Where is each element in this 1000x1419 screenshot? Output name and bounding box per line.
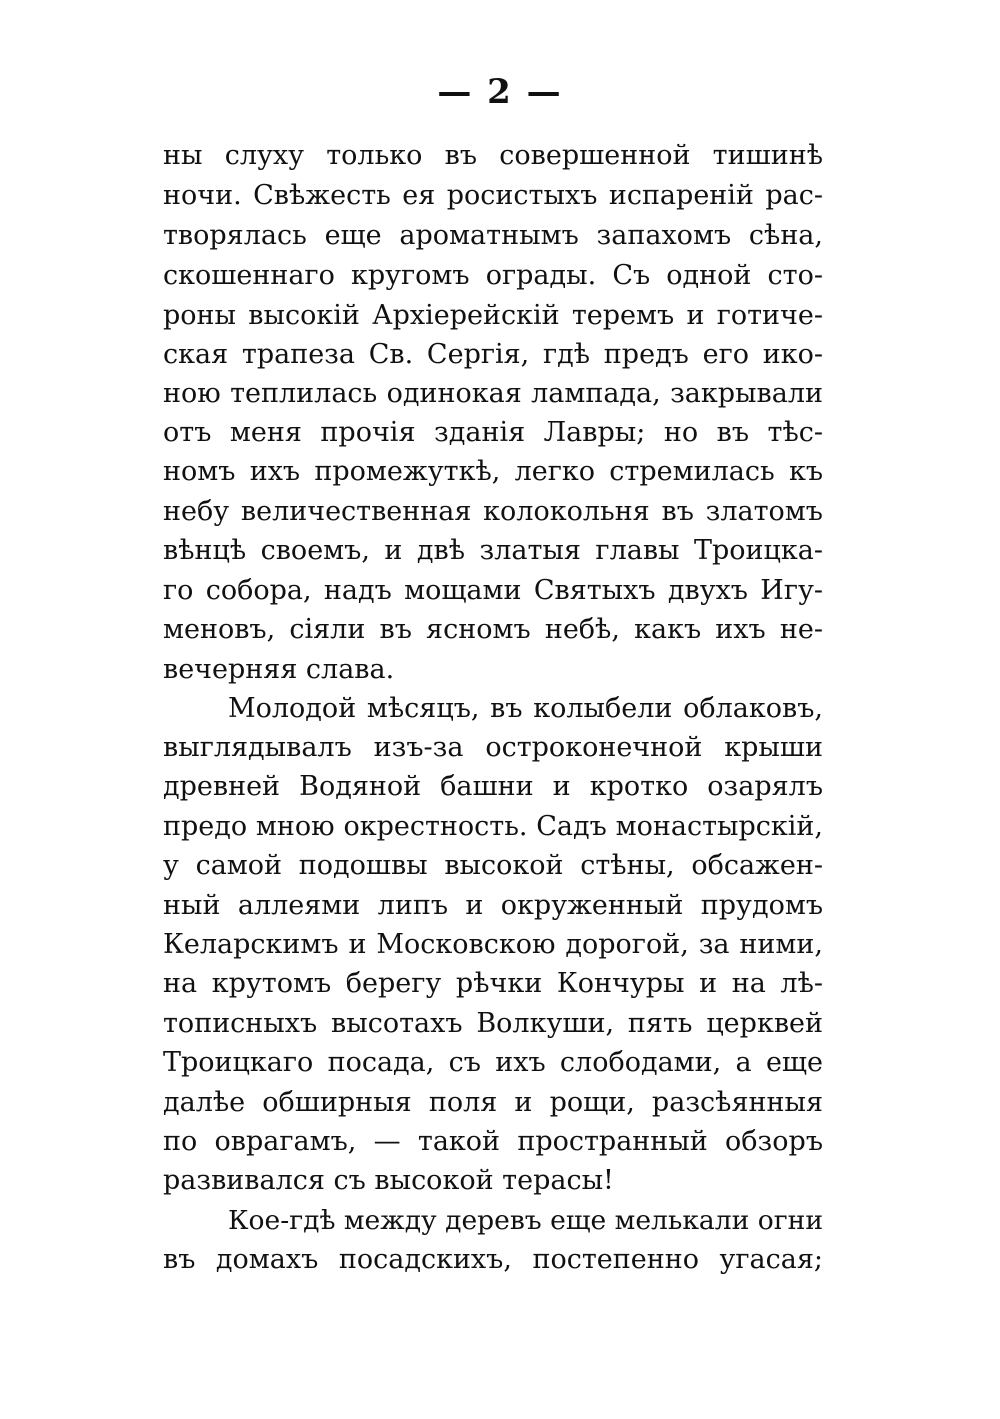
text-line: древней Водяной башни и кротко озарялъ — [163, 771, 823, 802]
text-line: предо мною окрестность. Садъ монастырскій, — [163, 811, 823, 842]
text-line: скошеннаго кругомъ ограды. Съ одной сто- — [163, 260, 823, 291]
text-line: роны высокій Архіерейскій теремъ и готиче- — [163, 300, 823, 331]
text-line: го собора, надъ мощами Святыхъ двухъ Игу- — [163, 575, 823, 606]
text-line: отъ меня прочія зданія Лавры; но въ тѣс- — [163, 417, 823, 448]
text-line: ночи. Свѣжесть ея росистыхъ испареній рас- — [163, 180, 823, 211]
paragraph-first-line: Кое-гдѣ между деревъ еще мелькали огни — [228, 1205, 824, 1236]
text-line: ская трапеза Св. Сергія, гдѣ предъ его ико- — [163, 339, 823, 370]
text-line: небу величественная колокольня въ златомъ — [163, 496, 823, 527]
text-line: Келарскимъ и Московскою дорогой, за ними, — [163, 929, 823, 960]
page-number: — 2 — — [437, 72, 563, 112]
text-line: выглядывалъ изъ-за остроконечной крыши — [163, 732, 823, 763]
text-line: меновъ, сіяли въ ясномъ небѣ, какъ ихъ не- — [163, 614, 823, 645]
text-line: Троицкаго посада, съ ихъ слободами, а еще — [163, 1047, 823, 1078]
text-line: ный аллеями липъ и окруженный прудомъ — [163, 890, 823, 921]
text-line: далѣе обширныя поля и рощи, разсѣянныя — [163, 1087, 823, 1118]
text-line: вечерняя слава. — [163, 654, 395, 685]
text-line: номъ ихъ промежуткѣ, легко стремилась къ — [163, 456, 823, 487]
text-line: въ домахъ посадскихъ, постепенно угасая; — [163, 1244, 823, 1275]
text-line: на крутомъ берегу рѣчки Кончуры и на лѣ- — [163, 968, 823, 999]
text-line: ною теплилась одинокая лампада, закрывали — [163, 378, 823, 409]
text-line: творялась еще ароматнымъ запахомъ сѣна, — [163, 220, 823, 251]
text-line: тописныхъ высотахъ Волкуши, пять церквей — [163, 1008, 823, 1039]
text-line: развивался съ высокой терасы! — [163, 1165, 614, 1196]
text-line: ны слуху только въ совершенной тишинѣ — [163, 140, 823, 171]
paragraph-first-line: Молодой мѣсяцъ, въ колыбели облаковъ, — [228, 693, 823, 724]
text-line: по оврагамъ, — такой пространный обзоръ — [163, 1126, 823, 1157]
text-line: вѣнцѣ своемъ, и двѣ златыя главы Троицка- — [163, 535, 823, 566]
text-line: у самой подошвы высокой стѣны, обсажен- — [163, 850, 823, 881]
